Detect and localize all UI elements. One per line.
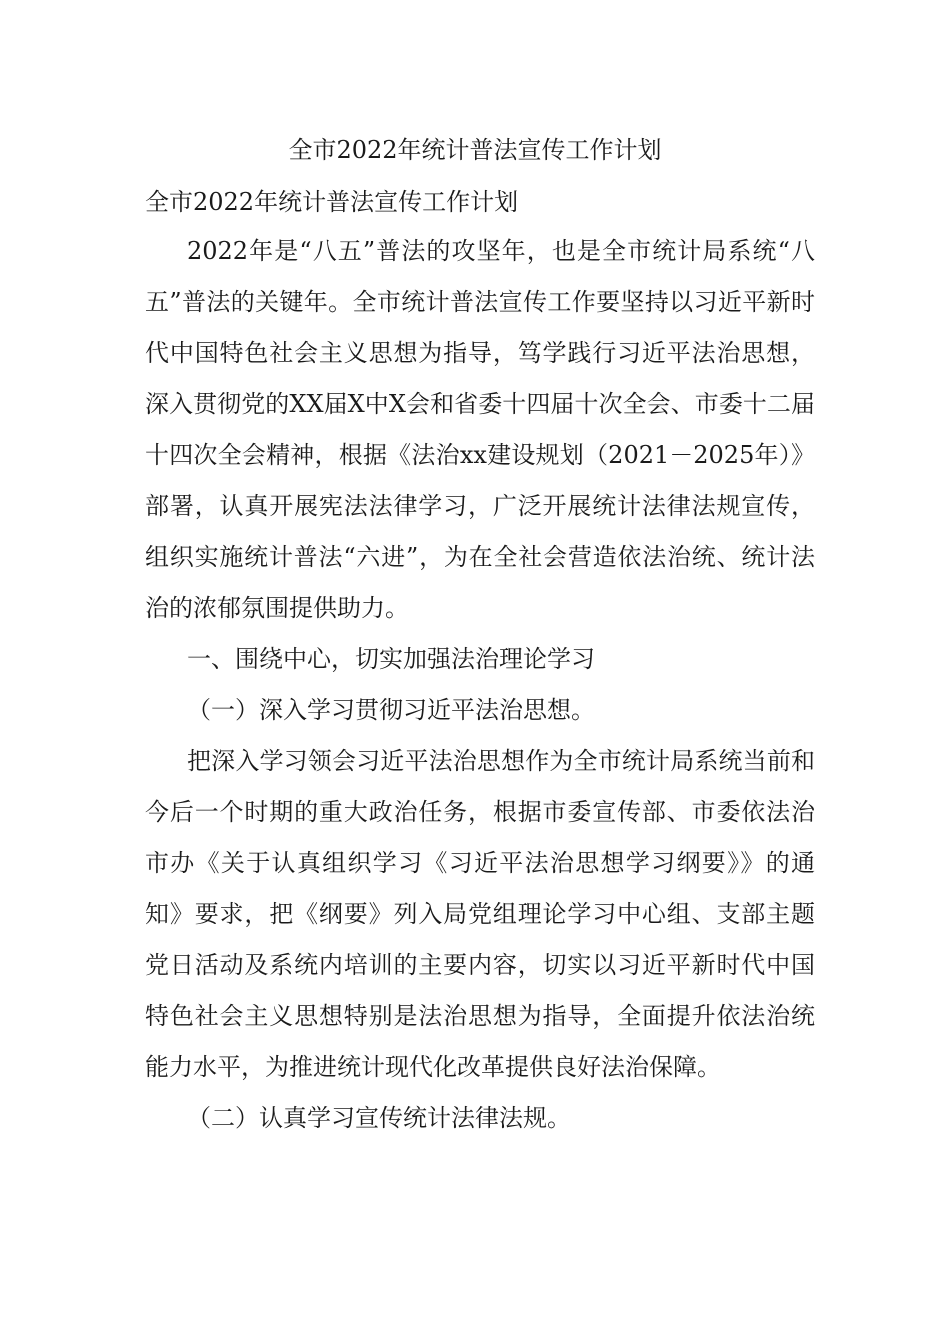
subsection-heading-1: （一）深入学习贯彻习近平法治思想。: [187, 696, 595, 724]
document-title: 全市2022年统计普法宣传工作计划: [288, 136, 662, 164]
section-heading-1: 一、围绕中心，切实加强法治理论学习: [187, 645, 595, 673]
paragraph-intro: 2022年是“八五”普法的攻坚年，也是全市统计局系统“八五”普法的关键年。全市统计普法宣传工作要坚持以习近平新时代中国特色社会主义思想为指导，笃学践行习近平法治思想，深入贯彻党的XX届X中X会和省委十四届十次全会、市委十二届十四次全会精神，根据《法治xx建设规划（2021－2025年）》部署，认真开展宪法法律学习，广泛开展统计法律法规宣传，组织实施统计普法“六进”，为在全社会营造依法治统、统计法治的浓郁氛围提供助力。: [145, 237, 815, 622]
paragraph-study: 把深入学习领会习近平法治思想作为全市统计局系统当前和今后一个时期的重大政治任务，根据市委宣传部、市委依法治市办《关于认真组织学习《习近平法治思想学习纲要》》的通知》要求，把《纲要》列入局党组理论学习中心组、支部主题党日活动及系统内培训的主要内容，切实以习近平新时代中国特色社会主义思想特别是法治思想为指导，全面提升依法治统能力水平，为推进统计现代化改革提供良好法治保障。: [145, 747, 815, 1081]
subsection-heading-2: （二）认真学习宣传统计法律法规。: [187, 1104, 571, 1132]
document-subtitle: 全市2022年统计普法宣传工作计划: [145, 188, 519, 216]
document-body: [145, 226, 815, 1144]
